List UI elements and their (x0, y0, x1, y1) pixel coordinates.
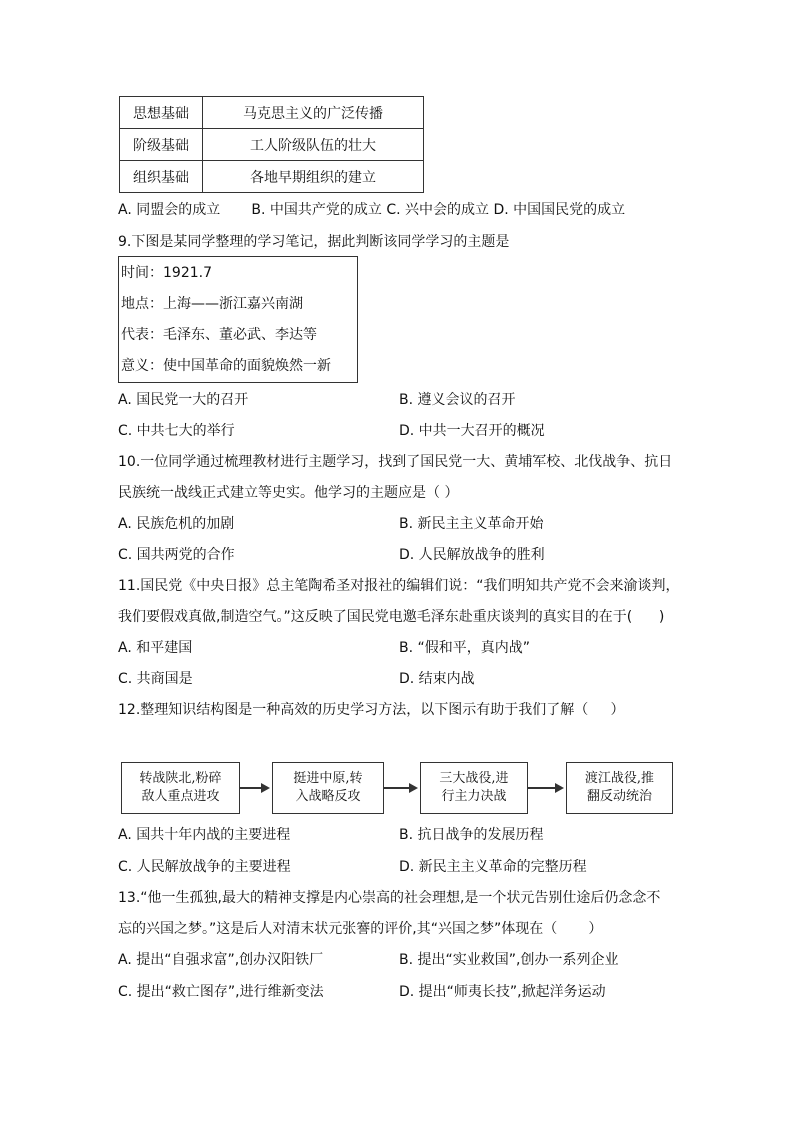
q11-option-c: C. 共商国是 (118, 671, 193, 687)
flow-box-1-line2: 敌人重点进攻 (141, 789, 220, 804)
flow-box-4 (566, 762, 673, 814)
table-row (120, 129, 424, 161)
flow-box-3-line1: 三大战役,进 (439, 771, 509, 786)
q10-option-a: A. 民族危机的加剧 (118, 516, 235, 532)
q9-option-b: B. 遵义会议的召开 (399, 392, 516, 408)
flow-arrow-2 (384, 787, 416, 789)
q13-option-c: C. 提出“救亡图存”,进行维新变法 (118, 984, 324, 1000)
q10-stem-line2: 民族统一战线正式建立等史实。他学习的主题应是（ ） (118, 485, 459, 501)
q9-option-c: C. 中共七大的举行 (118, 423, 235, 439)
q9-note-time: 时间：1921.7 (121, 265, 212, 281)
q11-option-d: D. 结束内战 (399, 671, 475, 687)
q9-note-delegates: 代表：毛泽东、董必武、李达等 (121, 327, 317, 343)
flow-box-2-line1: 挺进中原,转 (293, 771, 363, 786)
table-cell-value: 各地早期组织的建立 (203, 161, 424, 193)
q11-stem-line1: 11.国民党《中央日报》总主笔陶希圣对报社的编辑们说：“我们明知共产党不会来渝谈判， (118, 578, 680, 594)
flow-box-1-line1: 转战陕北,粉碎 (139, 771, 222, 786)
flow-box-3-line2: 行主力决战 (441, 789, 507, 804)
q11-option-a: A. 和平建国 (118, 640, 193, 656)
table-cell-value: 工人阶级队伍的壮大 (203, 129, 424, 161)
q11-option-b: B. “假和平，真内战” (399, 640, 531, 656)
q10-option-c: C. 国共两党的合作 (118, 547, 235, 563)
table-cell-key: 组织基础 (120, 161, 203, 193)
table-row (120, 97, 424, 129)
flow-arrow-1 (240, 787, 268, 789)
table-cell-key: 思想基础 (120, 97, 203, 129)
q12-stem: 12.整理知识结构图是一种高效的历史学习方法，以下图示有助于我们了解（ ） (118, 702, 625, 718)
q13-option-b: B. 提出“实业救国”,创办一系列企业 (399, 952, 619, 968)
flow-arrow-3 (528, 787, 562, 789)
flow-box-3 (420, 762, 528, 814)
flow-box-4-line1: 渡江战役,推 (584, 771, 655, 786)
q13-stem-line2: 忘的兴国之梦。”这是后人对清末状元张謇的评价,其“兴国之梦”体现在（ ） (118, 921, 603, 937)
table-row (120, 161, 424, 193)
q9-stem: 9.下图是某同学整理的学习笔记，据此判断该同学学习的主题是 (118, 234, 510, 250)
q9-option-d: D. 中共一大召开的概况 (399, 423, 545, 439)
q9-note-significance: 意义：使中国革命的面貌焕然一新 (121, 358, 331, 374)
q12-option-d: D. 新民主主义革命的完整历程 (399, 859, 587, 875)
q10-stem-line1: 10.一位同学通过梳理教材进行主题学习，找到了国民党一大、黄埔军校、北伐战争、抗日 (118, 454, 673, 470)
flow-box-1 (121, 762, 240, 814)
q11-stem-line2: 我们要假戏真做,制造空气。”这反映了国民党电邀毛泽东赴重庆谈判的真实目的在于( ) (118, 609, 665, 625)
q13-option-a: A. 提出“自强求富”,创办汉阳铁厂 (118, 952, 324, 968)
q9-notes-box (118, 256, 358, 383)
q8-options: A. 同盟会的成立 B. 中国共产党的成立 C. 兴中会的成立 D. 中国国民党的成立 (118, 202, 626, 218)
q12-option-a: A. 国共十年内战的主要进程 (118, 827, 291, 843)
flow-box-2-line2: 入战略反攻 (295, 789, 361, 804)
q12-option-b: B. 抗日战争的发展历程 (399, 827, 544, 843)
q9-note-place: 地点：上海——浙江嘉兴南湖 (121, 296, 303, 312)
q10-option-b: B. 新民主主义革命开始 (399, 516, 544, 532)
flow-box-4-line2: 翻反动统治 (586, 789, 652, 804)
q10-option-d: D. 人民解放战争的胜利 (399, 547, 545, 563)
q13-option-d: D. 提出“师夷长技”,掀起洋务运动 (399, 984, 606, 1000)
q9-option-a: A. 国民党一大的召开 (118, 392, 249, 408)
q8-table (119, 96, 424, 193)
q13-stem-line1: 13.“他一生孤独,最大的精神支撑是内心崇高的社会理想,是一个状元告别仕途后仍念念不 (118, 890, 661, 906)
flow-box-2 (272, 762, 384, 814)
table-cell-value: 马克思主义的广泛传播 (203, 97, 424, 129)
table-cell-key: 阶级基础 (120, 129, 203, 161)
q12-option-c: C. 人民解放战争的主要进程 (118, 859, 291, 875)
